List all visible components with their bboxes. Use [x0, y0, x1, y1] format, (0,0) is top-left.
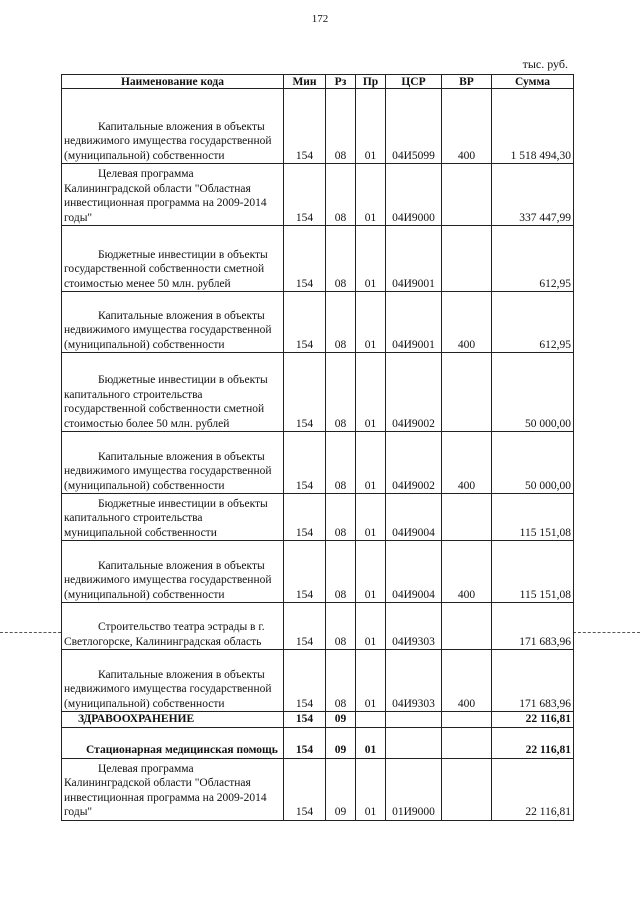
header-min: Мин [284, 75, 326, 89]
row-min: 154 [284, 164, 326, 226]
row-csr: 04И9001 [386, 292, 442, 353]
row-vr: 400 [442, 650, 492, 712]
row-rz: 08 [326, 603, 356, 650]
row-pr: 01 [356, 432, 386, 494]
row-sum: 612,95 [492, 226, 574, 292]
row-sum: 22 116,81 [492, 727, 574, 758]
row-min: 154 [284, 727, 326, 758]
row-vr [442, 226, 492, 292]
header-pr: Пр [356, 75, 386, 89]
row-csr: 04И9002 [386, 353, 442, 432]
row-rz: 08 [326, 432, 356, 494]
row-min: 154 [284, 541, 326, 603]
table-row [62, 353, 574, 432]
budget-table [61, 74, 574, 821]
row-vr: 400 [442, 541, 492, 603]
row-vr [442, 494, 492, 541]
row-sum: 337 447,99 [492, 164, 574, 226]
row-pr: 01 [356, 650, 386, 712]
scan-dash-line-right [573, 632, 640, 633]
row-name: Бюджетные инвестиции в объекты капитального строительства муниципальной собственности [62, 494, 284, 541]
row-rz: 08 [326, 164, 356, 226]
table-row [62, 758, 574, 820]
page-number: 172 [311, 13, 329, 25]
row-name: Капитальные вложения в объекты недвижимого имущества государственной (муниципальной) собственности [62, 89, 284, 164]
row-min: 154 [284, 650, 326, 712]
row-name: Капитальные вложения в объекты недвижимого имущества государственной (муниципальной) собственности [62, 541, 284, 603]
header-csr: ЦСР [386, 75, 442, 89]
row-name: Стационарная медицинская помощь [62, 727, 284, 758]
header-vr: ВР [442, 75, 492, 89]
row-name: ЗДРАВООХРАНЕНИЕ [62, 712, 284, 728]
row-vr [442, 353, 492, 432]
table-row-section [62, 712, 574, 728]
row-rz: 09 [326, 727, 356, 758]
table-row [62, 432, 574, 494]
row-pr: 01 [356, 727, 386, 758]
unit-label: тыс. руб. [522, 57, 568, 71]
row-sum: 612,95 [492, 292, 574, 353]
row-pr: 01 [356, 164, 386, 226]
row-vr [442, 164, 492, 226]
row-min: 154 [284, 432, 326, 494]
row-vr [442, 727, 492, 758]
row-vr: 400 [442, 292, 492, 353]
row-rz: 08 [326, 226, 356, 292]
row-name: Строительство театра эстрады в г. Светлогорске, Калининградская область [62, 603, 284, 650]
row-vr [442, 758, 492, 820]
row-rz: 08 [326, 292, 356, 353]
row-name: Капитальные вложения в объекты недвижимого имущества государственной (муниципальной) собственности [62, 432, 284, 494]
row-name: Целевая программа Калининградской области "Областная инвестиционная программа на 2009-2014 годы" [62, 164, 284, 226]
header-sum: Сумма [492, 75, 574, 89]
row-min: 154 [284, 292, 326, 353]
table-row [62, 650, 574, 712]
row-csr: 01И9000 [386, 758, 442, 820]
row-pr: 01 [356, 353, 386, 432]
row-name: Целевая программа Калининградской области "Областная инвестиционная программа на 2009-2014 годы" [62, 758, 284, 820]
row-sum: 171 683,96 [492, 603, 574, 650]
row-name: Бюджетные инвестиции в объекты государственной собственности сметной стоимостью менее 50 млн. рублей [62, 226, 284, 292]
row-pr [356, 712, 386, 728]
row-csr: 04И9002 [386, 432, 442, 494]
row-vr [442, 712, 492, 728]
row-sum: 115 151,08 [492, 541, 574, 603]
row-min: 154 [284, 226, 326, 292]
row-rz: 08 [326, 541, 356, 603]
table-row [62, 494, 574, 541]
row-pr: 01 [356, 541, 386, 603]
row-csr: 04И9303 [386, 603, 442, 650]
row-csr: 04И9004 [386, 494, 442, 541]
row-rz: 08 [326, 89, 356, 164]
row-sum: 171 683,96 [492, 650, 574, 712]
row-csr: 04И9004 [386, 541, 442, 603]
row-name: Капитальные вложения в объекты недвижимого имущества государственной (муниципальной) собственности [62, 292, 284, 353]
row-csr: 04И5099 [386, 89, 442, 164]
row-vr: 400 [442, 89, 492, 164]
header-rz: Рз [326, 75, 356, 89]
row-name: Бюджетные инвестиции в объекты капитального строительства государственной собственности сметной стоимостью более 50 млн. рублей [62, 353, 284, 432]
row-vr: 400 [442, 432, 492, 494]
table-header-row [62, 75, 574, 89]
row-min: 154 [284, 353, 326, 432]
row-csr: 04И9001 [386, 226, 442, 292]
row-csr [386, 712, 442, 728]
table-row [62, 226, 574, 292]
row-pr: 01 [356, 226, 386, 292]
row-rz: 08 [326, 353, 356, 432]
row-pr: 01 [356, 494, 386, 541]
table-row [62, 541, 574, 603]
row-rz: 09 [326, 712, 356, 728]
row-vr [442, 603, 492, 650]
row-csr: 04И9303 [386, 650, 442, 712]
scan-dash-line-left [0, 632, 61, 633]
row-sum: 50 000,00 [492, 353, 574, 432]
row-rz: 08 [326, 650, 356, 712]
row-pr: 01 [356, 89, 386, 164]
row-csr [386, 727, 442, 758]
row-sum: 1 518 494,30 [492, 89, 574, 164]
table-row [62, 164, 574, 226]
table-row [62, 603, 574, 650]
row-sum: 50 000,00 [492, 432, 574, 494]
row-name: Капитальные вложения в объекты недвижимого имущества государственной (муниципальной) собственности [62, 650, 284, 712]
row-min: 154 [284, 89, 326, 164]
header-name: Наименование кода [62, 75, 284, 89]
row-pr: 01 [356, 758, 386, 820]
row-min: 154 [284, 758, 326, 820]
table-row [62, 89, 574, 164]
row-min: 154 [284, 494, 326, 541]
row-min: 154 [284, 603, 326, 650]
row-rz: 08 [326, 494, 356, 541]
table-row [62, 292, 574, 353]
table-row-subsection [62, 727, 574, 758]
row-csr: 04И9000 [386, 164, 442, 226]
row-min: 154 [284, 712, 326, 728]
row-pr: 01 [356, 292, 386, 353]
row-sum: 115 151,08 [492, 494, 574, 541]
row-pr: 01 [356, 603, 386, 650]
row-sum: 22 116,81 [492, 758, 574, 820]
row-sum: 22 116,81 [492, 712, 574, 728]
row-rz: 09 [326, 758, 356, 820]
